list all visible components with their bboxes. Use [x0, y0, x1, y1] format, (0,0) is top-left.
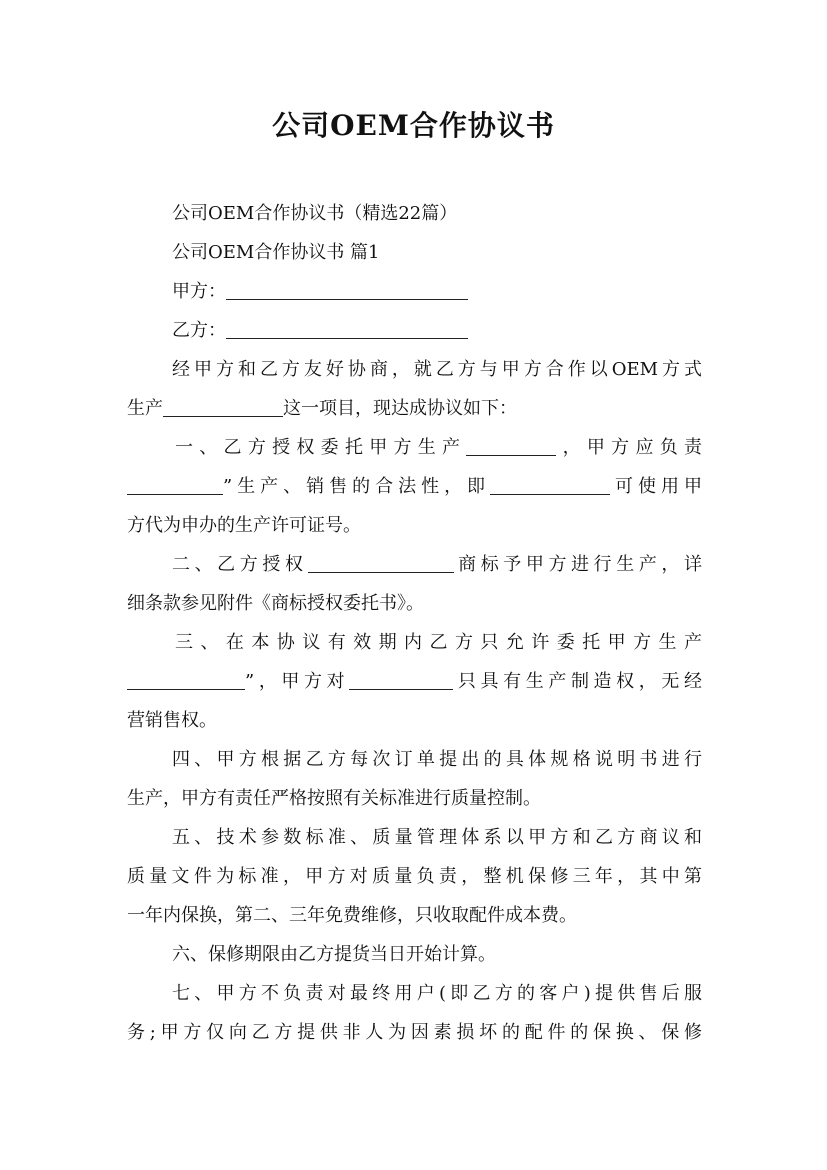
fill-blank — [349, 667, 453, 690]
text-run: ，甲方应负责 — [556, 437, 702, 458]
subtitle-line: 公司OEM合作协议书（精选22篇） — [172, 203, 458, 224]
paragraph-line: 三、在本协议有效期内乙方只允许委托甲方生产 — [175, 632, 702, 653]
paragraph-line: 生产，甲方有责任严格按照有关标准进行质量控制。 — [127, 788, 541, 809]
paragraph-line: 四、甲方根据乙方每次订单提出的具体规格说明书进行 — [172, 749, 702, 770]
section-heading: 公司OEM合作协议书 篇1 — [172, 242, 380, 263]
paragraph-line — [127, 545, 702, 584]
text-run: 可使用甲 — [610, 476, 702, 497]
text-run: 商标予甲方进行生产，详 — [453, 554, 702, 575]
party-a-label: 甲方： — [172, 281, 226, 302]
paragraph-line: 方代为申办的生产许可证号。 — [127, 515, 361, 536]
fill-blank — [163, 394, 283, 417]
fill-blank — [466, 433, 556, 456]
paragraph-line: 营销售权。 — [127, 710, 217, 731]
document-body — [127, 194, 702, 1052]
paragraph-line: 七、甲方不负责对最终用户(即乙方的客户)提供售后服 — [172, 983, 702, 1004]
paragraph-line — [127, 428, 702, 467]
text-run: 这一项目，现达成协议如下： — [283, 398, 517, 419]
paragraph-line: 细条款参见附件《商标授权委托书》。 — [127, 593, 424, 614]
paragraph-line: 务;甲方仅向乙方提供非人为因素损坏的配件的保换、保修 — [127, 1022, 702, 1043]
paragraph-line: 六、保修期限由乙方提货当日开始计算。 — [172, 944, 496, 965]
paragraph-line — [127, 662, 702, 701]
text-run: 一、乙方授权委托甲方生产 — [175, 437, 467, 458]
party-a-blank — [226, 277, 468, 300]
party-b-label: 乙方： — [172, 320, 226, 341]
fill-blank — [127, 472, 223, 495]
fill-blank — [127, 667, 245, 690]
party-b-line — [127, 311, 702, 350]
fill-blank — [490, 472, 610, 495]
text-run: 只具有生产制造权，无经 — [453, 671, 702, 692]
paragraph-line: 经甲方和乙方友好协商，就乙方与甲方合作以OEM方式 — [172, 359, 702, 380]
party-b-blank — [226, 316, 468, 339]
paragraph-line: 五、技术参数标准、质量管理体系以甲方和乙方商议和 — [172, 827, 702, 848]
party-a-line — [127, 272, 702, 311]
paragraph-line: 一年内保换，第二、三年免费维修，只收取配件成本费。 — [127, 905, 577, 926]
text-run: ”生产、销售的合法性，即 — [223, 476, 491, 497]
document-title: 公司OEM合作协议书 — [272, 109, 555, 142]
paragraph-line — [127, 467, 702, 506]
text-run: 二、乙方授权 — [172, 554, 308, 575]
text-run: 生产 — [127, 398, 163, 419]
text-run: ”，甲方对 — [245, 671, 350, 692]
fill-blank — [308, 550, 454, 573]
paragraph-line: 质量文件为标准，甲方对质量负责，整机保修三年，其中第 — [127, 866, 702, 887]
paragraph-line — [127, 389, 702, 428]
